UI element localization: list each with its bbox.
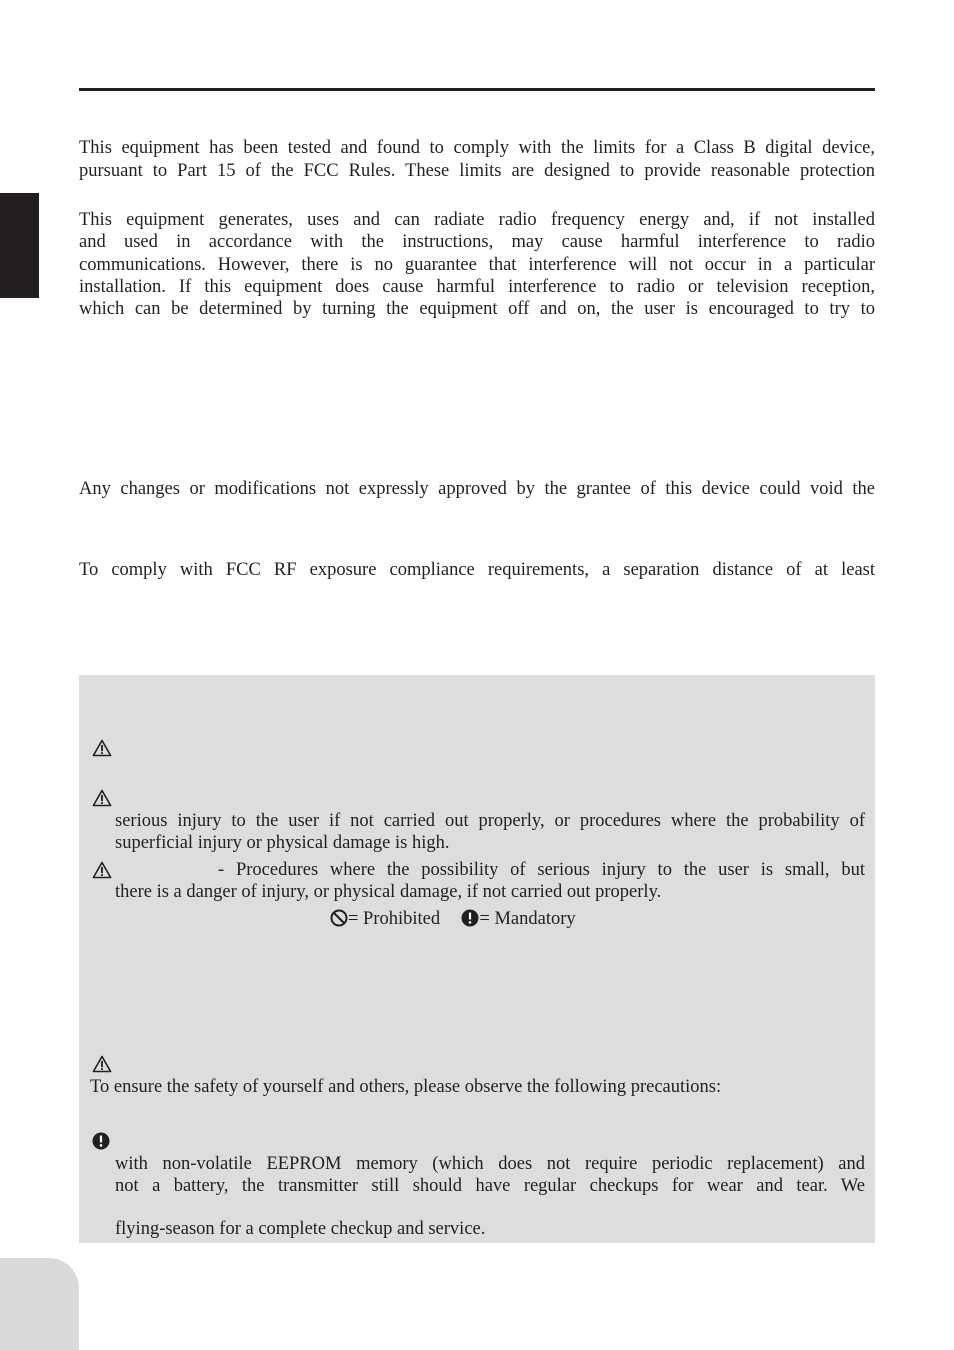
mandatory-icon [461,909,479,927]
fcc-para2-line3: communications. However, there is no guarantee that interference will not occur in a particular [79,255,875,275]
warning-triangle-icon [92,789,112,807]
fcc-para2-line5: which can be determined by turning the equipment off and on, the user is encouraged to try to [79,299,875,319]
prohibited-icon [330,909,348,927]
warning-triangle-icon [92,1055,112,1073]
caution-line2: there is a danger of injury, or physical damage, if not carried out properly. [115,882,662,902]
legend-mandatory: = Mandatory [479,909,576,929]
fcc-para4: To comply with FCC RF exposure compliance requirements, a separation distance of at least [79,560,875,580]
symbol-legend [330,908,576,930]
caution-line1: - Procedures where the possibility of serious injury to the user is small, but [218,860,865,880]
fcc-para2-line4: installation. If this equipment does cause harmful interference to radio or television reception, [79,277,875,297]
warning-triangle-icon [92,739,112,757]
fcc-para3: Any changes or modifications not expressly approved by the grantee of this device could void the [79,479,875,499]
mandatory-icon [92,1132,110,1150]
warning-triangle-icon [92,861,112,879]
safety-intro: To ensure the safety of yourself and others, please observe the following precautions: [90,1077,722,1097]
danger-line2: superficial injury or physical damage is high. [115,833,450,853]
page-number-tab [0,1258,79,1350]
fcc-para1-line2: pursuant to Part 15 of the FCC Rules. These limits are designed to provide reasonable protection [79,161,875,181]
mandatory-line1: with non-volatile EEPROM memory (which does not require periodic replacement) and [115,1154,865,1174]
fcc-para2-line1: This equipment generates, uses and can radiate radio frequency energy and, if not installed [79,210,875,230]
section-side-tab [0,193,39,298]
danger-line1: serious injury to the user if not carried out properly, or procedures where the probability of [115,811,865,831]
top-rule [79,88,875,91]
fcc-para1-line1: This equipment has been tested and found to comply with the limits for a Class B digital device, [79,138,875,158]
legend-prohibited: = Prohibited [348,909,441,929]
fcc-para2-line2: and used in accordance with the instructions, may cause harmful interference to radio [79,232,875,252]
mandatory-line3: flying-season for a complete checkup and service. [115,1219,486,1239]
mandatory-line2: not a battery, the transmitter still should have regular checkups for wear and tear. We [115,1176,865,1196]
